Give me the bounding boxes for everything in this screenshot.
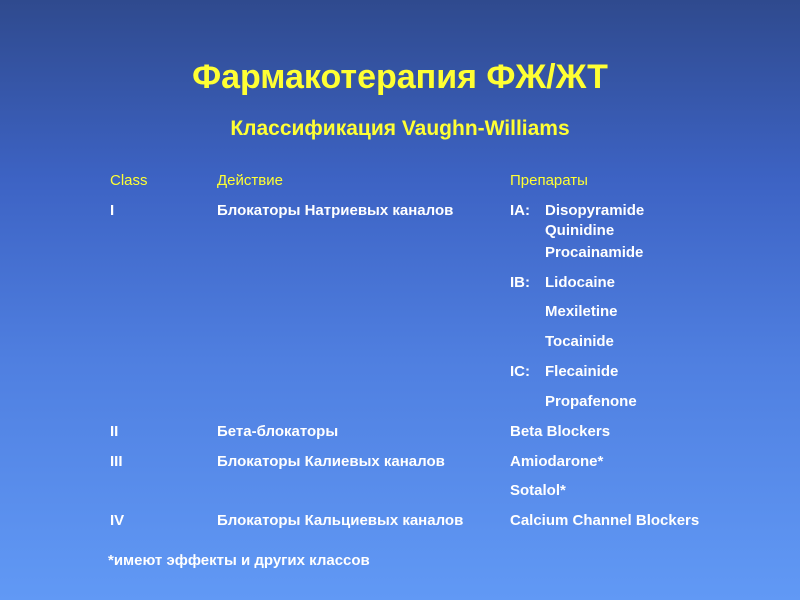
slide-title: Фармакотерапия ФЖ/ЖТ — [192, 58, 608, 96]
subclass-ia-label: IA: — [510, 202, 530, 219]
header-action: Действие — [217, 172, 283, 189]
drug-item: Amiodarone* — [510, 453, 604, 470]
row-action-iii: Блокаторы Калиевых каналов — [217, 453, 445, 470]
drug-item: Procainamide — [545, 244, 644, 261]
row-class-iii: III — [110, 453, 123, 470]
subclass-ic-label: IC: — [510, 363, 530, 380]
footnote: *имеют эффекты и других классов — [108, 552, 370, 569]
drug-item: Flecainide — [545, 363, 619, 380]
header-drugs: Препараты — [510, 172, 588, 189]
row-action-iv: Блокаторы Кальциевых каналов — [217, 512, 464, 529]
slide-subtitle: Классификация Vaughn-Williams — [230, 117, 570, 140]
drug-item: Calcium Channel Blockers — [510, 512, 700, 529]
drug-item: Tocainide — [545, 333, 614, 350]
drug-item: Quinidine — [545, 222, 615, 239]
drug-item: Beta Blockers — [510, 423, 611, 440]
row-action-ii: Бета-блокаторы — [217, 423, 339, 440]
drug-item: Disopyramide — [545, 202, 645, 219]
row-action-i: Блокаторы Натриевых каналов — [217, 202, 454, 219]
row-class-iv: IV — [110, 512, 125, 529]
drug-item: Sotalol* — [510, 482, 566, 499]
drug-item: Propafenone — [545, 393, 637, 410]
drug-item: Mexiletine — [545, 303, 618, 320]
drug-item: Lidocaine — [545, 274, 616, 291]
row-class-i: I — [110, 202, 115, 219]
header-class: Class — [110, 172, 148, 189]
subclass-ib-label: IB: — [510, 274, 530, 291]
row-class-ii: II — [110, 423, 119, 440]
